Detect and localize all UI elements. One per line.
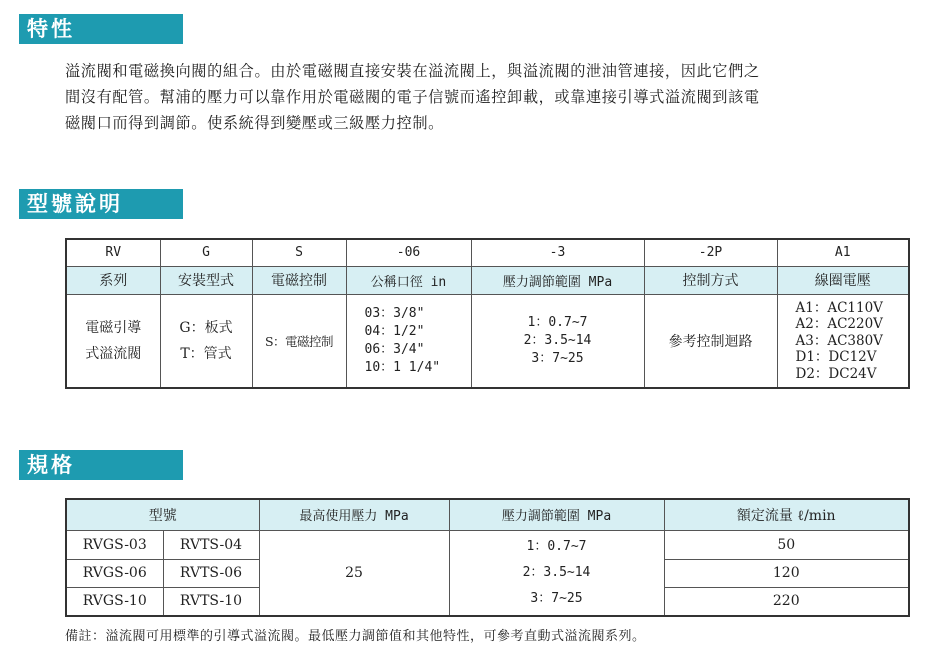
voltage-a2: A2：AC220V <box>795 316 883 332</box>
spec-model-t: RVTS-04 <box>163 530 259 559</box>
series-line-2: 式溢流閥 <box>85 345 142 362</box>
code-control: -2P <box>644 239 777 266</box>
spec-model-t: RVTS-06 <box>163 559 259 587</box>
detail-solenoid: S：電磁控制 <box>252 294 346 388</box>
features-line-2: 間沒有配管。幫浦的壓力可以靠作用於電磁閥的電子信號而遙控卸載，或靠連接引導式溢流閥到該電 <box>65 88 760 106</box>
features-line-3: 磁閥口而得到調節。使系統得到變壓或三級壓力控制。 <box>65 114 444 132</box>
footnote: 備註：溢流閥可用標準的引導式溢流閥。最低壓力調節值和其他特性，可參考直動式溢流閥系列。 <box>65 629 646 644</box>
code-mount: G <box>160 239 252 266</box>
features-section-title: 特性 <box>19 14 183 44</box>
features-paragraph <box>65 58 915 136</box>
spec-range-1: 1：0.7~7 <box>526 538 587 554</box>
spec-section-title: 規格 <box>19 450 183 480</box>
detail-control: 參考控制迴路 <box>644 294 777 388</box>
spec-flow: 50 <box>664 530 909 559</box>
code-pressure: -3 <box>471 239 644 266</box>
pressure-range-1: 1：0.7~7 <box>527 314 588 330</box>
spec-header-range: 壓力調節範圍 MPa <box>449 499 664 530</box>
mount-pipe: T：管式 <box>180 345 232 362</box>
spec-row-1 <box>66 530 909 559</box>
detail-voltage <box>777 294 909 388</box>
model-code-table <box>65 238 910 389</box>
spec-range-2: 2：3.5~14 <box>522 564 591 580</box>
spec-header-model: 型號 <box>66 499 259 530</box>
spec-model-g: RVGS-06 <box>66 559 163 587</box>
pressure-range-3: 3：7~25 <box>531 350 584 366</box>
voltage-a3: A3：AC380V <box>795 332 883 349</box>
model-code-row <box>66 239 909 266</box>
pressure-range-2: 2：3.5~14 <box>523 332 592 348</box>
spec-flow: 220 <box>664 587 909 616</box>
size-10: 10：1 1/4" <box>364 359 441 375</box>
voltage-d1: D1：DC12V <box>795 349 877 365</box>
header-pressure: 壓力調節範圍 MPa <box>471 266 644 294</box>
spec-table <box>65 498 910 617</box>
code-voltage: A1 <box>777 239 909 266</box>
spec-flow: 120 <box>664 559 909 587</box>
spec-header-max-pressure: 最高使用壓力 MPa <box>259 499 449 530</box>
code-series: RV <box>66 239 160 266</box>
header-size: 公稱口徑 in <box>346 266 471 294</box>
header-control: 控制方式 <box>644 266 777 294</box>
model-detail-row <box>66 294 909 388</box>
mount-plate: G：板式 <box>179 319 233 336</box>
header-voltage: 線圈電壓 <box>777 266 909 294</box>
spec-header-row <box>66 499 909 530</box>
header-solenoid: 電磁控制 <box>252 266 346 294</box>
header-series: 系列 <box>66 266 160 294</box>
spec-model-g: RVGS-03 <box>66 530 163 559</box>
code-solenoid: S <box>252 239 346 266</box>
code-size: -06 <box>346 239 471 266</box>
model-header-row <box>66 266 909 294</box>
series-line-1: 電磁引導 <box>85 319 142 336</box>
detail-mount <box>160 294 252 388</box>
size-06: 06：3/4" <box>364 341 425 357</box>
model-section-title: 型號說明 <box>19 189 183 219</box>
features-line-1: 溢流閥和電磁換向閥的組合。由於電磁閥直接安裝在溢流閥上，與溢流閥的泄油管連接，因此它們之 <box>65 62 760 80</box>
detail-pressure <box>471 294 644 388</box>
spec-max-pressure: 25 <box>259 530 449 616</box>
spec-model-g: RVGS-10 <box>66 587 163 616</box>
detail-sizes <box>346 294 471 388</box>
spec-range-3: 3：7~25 <box>530 590 583 606</box>
detail-series <box>66 294 160 388</box>
voltage-a1: A1：AC110V <box>795 299 883 316</box>
size-03: 03：3/8" <box>364 305 425 321</box>
voltage-d2: D2：DC24V <box>795 365 877 382</box>
header-mount: 安裝型式 <box>160 266 252 294</box>
spec-pressure-range <box>449 530 664 616</box>
size-04: 04：1/2" <box>364 323 425 339</box>
spec-model-t: RVTS-10 <box>163 587 259 616</box>
spec-header-flow: 額定流量 ℓ/min <box>664 499 909 530</box>
